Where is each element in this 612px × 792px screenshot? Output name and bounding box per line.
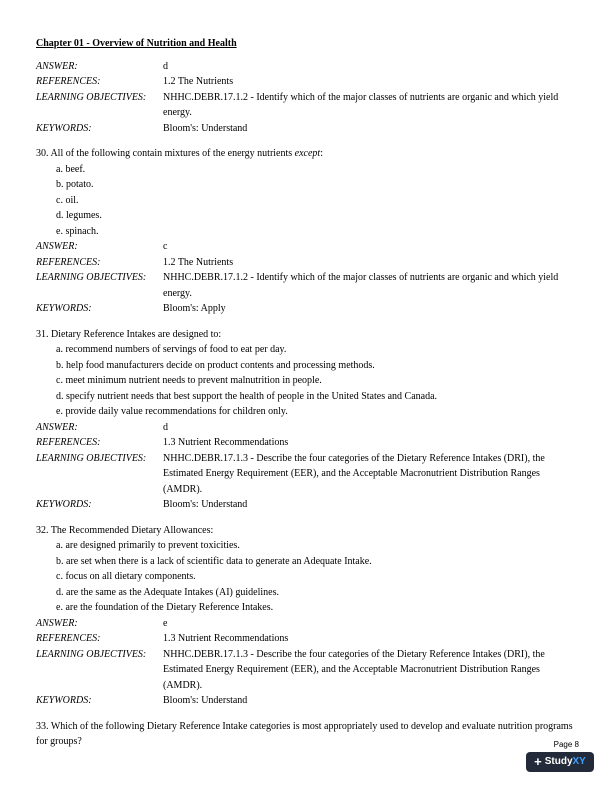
badge-brand-accent: XY — [572, 756, 586, 768]
keywords-row — [36, 301, 581, 317]
keywords-value: Bloom's: Understand — [163, 499, 248, 510]
keywords-row — [36, 121, 581, 137]
choice: b. are set when there is a lack of scientific data to generate an Adequate Intake. — [56, 555, 372, 567]
choice: d. are the same as the Adequate Intakes (AI) guidelines. — [56, 586, 279, 598]
learning-objectives-row — [36, 451, 581, 498]
references-label: REFERENCES: — [36, 76, 101, 87]
learning-objectives-label: LEARNING OBJECTIVES: — [36, 272, 147, 283]
stem-prefix: 30. All of the following contain mixtures of the energy nutrients — [36, 148, 295, 159]
learning-objectives-value: NHHC.DEBR.17.1.3 - Describe the four categories of the Dietary Reference Intakes (DRI), the Estimated Energy Requirement (EER), and the Acceptable Macronutrient Distribution Ranges (AMDR). — [163, 452, 545, 495]
question-32 — [36, 523, 581, 709]
choice: a. are designed primarily to prevent toxicities. — [56, 540, 240, 551]
document-page — [36, 36, 581, 750]
answer-value: d — [163, 421, 168, 433]
plus-icon: + — [534, 754, 542, 770]
question-stem: 31. Dietary Reference Intakes are designed to: — [36, 328, 222, 340]
answer-row — [36, 616, 581, 632]
keywords-label: KEYWORDS: — [36, 499, 92, 510]
badge-brand: Study — [544, 756, 573, 768]
references-value: 1.2 The Nutrients — [163, 256, 234, 268]
question-stem: 33. Which of the following Dietary Reference Intake categories is most appropriately used to develop and evaluate nutrition programs for groups? — [36, 720, 573, 747]
references-row — [36, 631, 581, 647]
keywords-label: KEYWORDS: — [36, 303, 92, 314]
answer-row — [36, 239, 581, 255]
keywords-row — [36, 693, 581, 709]
references-label: REFERENCES: — [36, 437, 101, 448]
answer-label: ANSWER: — [36, 241, 78, 252]
question-stem: 32. The Recommended Dietary Allowances: — [36, 524, 214, 536]
learning-objectives-row — [36, 270, 581, 301]
choice: d. legumes. — [56, 210, 102, 221]
page-number: Page 8 — [553, 740, 579, 749]
learning-objectives-label: LEARNING OBJECTIVES: — [36, 648, 147, 660]
learning-objectives-row — [36, 647, 581, 694]
chapter-title: Chapter 01 - Overview of Nutrition and Health — [36, 38, 237, 49]
keywords-value: Bloom's: Apply — [163, 303, 226, 314]
question-31 — [36, 327, 581, 513]
choice: a. beef. — [56, 163, 86, 175]
q29-meta — [36, 59, 581, 137]
keywords-value: Bloom's: Understand — [163, 122, 248, 134]
stem-suffix: : — [320, 148, 323, 159]
keywords-value: Bloom's: Understand — [163, 695, 248, 706]
answer-row — [36, 59, 581, 75]
answer-value: c — [163, 241, 168, 252]
keywords-label: KEYWORDS: — [36, 122, 92, 134]
choice: b. potato. — [56, 179, 94, 190]
learning-objectives-row — [36, 90, 581, 121]
studyxy-badge[interactable] — [526, 752, 594, 772]
references-value: 1.3 Nutrient Recommendations — [163, 633, 289, 644]
choice: e. are the foundation of the Dietary Reference Intakes. — [56, 602, 274, 613]
choice: c. meet minimum nutrient needs to prevent malnutrition in people. — [56, 375, 322, 386]
choice: a. recommend numbers of servings of food to eat per day. — [56, 344, 287, 355]
references-label: REFERENCES: — [36, 633, 101, 644]
question-stem — [36, 146, 581, 162]
references-value: 1.2 The Nutrients — [163, 76, 234, 87]
choice: b. help food manufacturers decide on product contents and processing methods. — [56, 359, 375, 371]
answer-value: d — [163, 60, 168, 72]
answer-row — [36, 420, 581, 436]
choice: e. spinach. — [56, 225, 99, 237]
learning-objectives-value: NHHC.DEBR.17.1.2 - Identify which of the major classes of nutrients are organic and which yield energy. — [163, 91, 559, 118]
question-33 — [36, 719, 581, 750]
answer-label: ANSWER: — [36, 421, 78, 433]
learning-objectives-value: NHHC.DEBR.17.1.2 - Identify which of the major classes of nutrients are organic and which yield energy. — [163, 272, 559, 299]
choice: c. focus on all dietary components. — [56, 571, 196, 582]
references-row — [36, 435, 581, 451]
answer-value: e — [163, 617, 168, 629]
keywords-label: KEYWORDS: — [36, 695, 92, 706]
keywords-row — [36, 497, 581, 513]
answer-label: ANSWER: — [36, 60, 78, 72]
stem-emphasis: except — [294, 148, 321, 159]
references-row — [36, 255, 581, 271]
choice: e. provide daily value recommendations for children only. — [56, 406, 288, 417]
answer-label: ANSWER: — [36, 617, 78, 629]
learning-objectives-value: NHHC.DEBR.17.1.3 - Describe the four categories of the Dietary Reference Intakes (DRI), the Estimated Energy Requirement (EER), and the Acceptable Macronutrient Distribution Ranges (AMDR). — [163, 648, 545, 691]
learning-objectives-label: LEARNING OBJECTIVES: — [36, 91, 147, 103]
references-row — [36, 74, 581, 90]
references-label: REFERENCES: — [36, 256, 101, 268]
question-30 — [36, 146, 581, 317]
choice: d. specify nutrient needs that best support the health of people in the United States and Canada. — [56, 390, 438, 402]
learning-objectives-label: LEARNING OBJECTIVES: — [36, 452, 147, 464]
references-value: 1.3 Nutrient Recommendations — [163, 437, 289, 448]
choice: c. oil. — [56, 194, 79, 206]
